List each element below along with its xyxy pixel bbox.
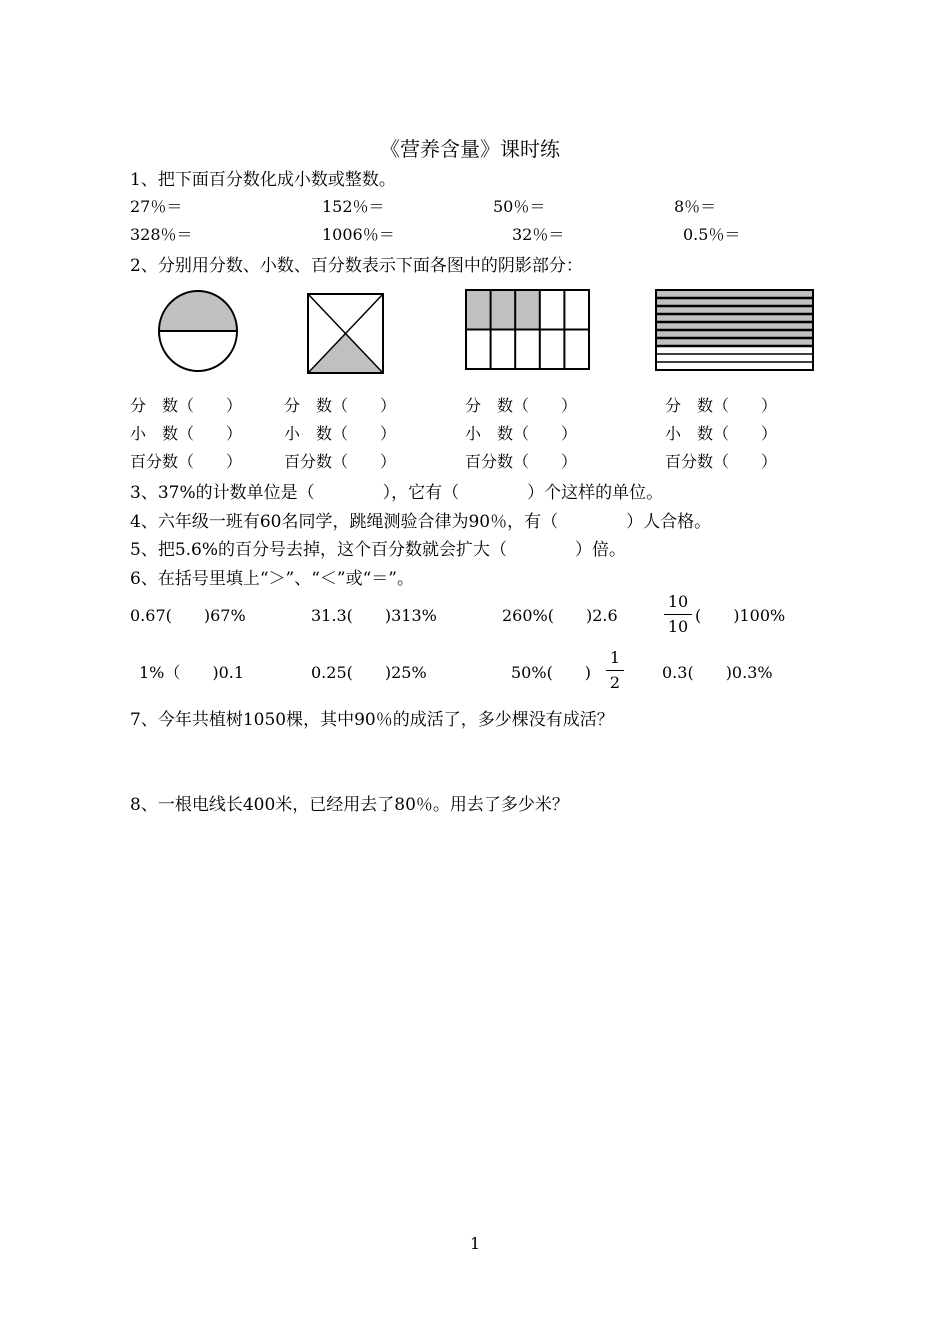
fraction-numerator: 1 xyxy=(609,648,621,667)
fraction-numerator: 10 xyxy=(667,592,689,611)
q6-item: 50%( ) xyxy=(511,663,592,682)
q6-fraction xyxy=(664,592,692,637)
q6-fraction xyxy=(606,648,624,693)
q2-label-percent: 百分数（ ） xyxy=(465,452,578,471)
q2-label-fraction: 分 数（ ） xyxy=(130,396,243,415)
q6-item: 0.25( )25% xyxy=(311,663,427,682)
q6-item: 260%( )2.6 xyxy=(502,606,618,625)
q3-text: 3、37%的计数单位是（ ），它有（ ）个这样的单位。 xyxy=(130,483,664,503)
q1-item: 328％＝ xyxy=(130,225,193,244)
q2-label-decimal: 小 数（ ） xyxy=(665,424,778,443)
q1-item: 152％＝ xyxy=(322,197,385,216)
page-number: 1 xyxy=(470,1234,481,1253)
q1-item: 50％＝ xyxy=(493,197,546,216)
q7-text: 7、今年共植树1050棵，其中90％的成活了，多少棵没有成活？ xyxy=(130,710,614,730)
q2-label-fraction: 分 数（ ） xyxy=(665,396,778,415)
q6-prompt: 6、在括号里填上“＞”、“＜”或“＝”。 xyxy=(130,569,414,589)
q2-label-fraction: 分 数（ ） xyxy=(284,396,397,415)
q1-item: 8％＝ xyxy=(674,197,717,216)
striped-rectangle-icon xyxy=(655,289,815,371)
q1-item: 32％＝ xyxy=(512,225,565,244)
shaded-grid-icon xyxy=(465,289,590,371)
q2-label-decimal: 小 数（ ） xyxy=(130,424,243,443)
shaded-semicircle-icon xyxy=(157,289,239,373)
q1-prompt: 1、把下面百分数化成小数或整数。 xyxy=(130,170,396,190)
fraction-denominator: 2 xyxy=(609,673,621,692)
shaded-square-triangle-icon xyxy=(307,293,384,374)
q2-label-percent: 百分数（ ） xyxy=(130,452,243,471)
q6-item: 0.3( )0.3% xyxy=(662,663,773,682)
q8-text: 8、一根电线长400米，已经用去了80％。用去了多少米？ xyxy=(130,795,569,815)
q2-label-fraction: 分 数（ ） xyxy=(465,396,578,415)
q6-item: ( )100% xyxy=(695,606,786,625)
page-title: 《营养含量》课时练 xyxy=(380,137,560,161)
q2-label-decimal: 小 数（ ） xyxy=(284,424,397,443)
q1-item: 1006％＝ xyxy=(322,225,395,244)
q1-item: 0.5％＝ xyxy=(683,225,741,244)
fraction-denominator: 10 xyxy=(667,617,689,636)
q6-item: 31.3( )313% xyxy=(311,606,437,625)
q5-text: 5、把5.6%的百分号去掉，这个百分数就会扩大（ ）倍。 xyxy=(130,540,627,560)
q2-label-decimal: 小 数（ ） xyxy=(465,424,578,443)
q6-item: 1%（ )0.1 xyxy=(139,663,245,682)
q1-item: 27％＝ xyxy=(130,197,183,216)
q4-text: 4、六年级一班有60名同学，跳绳测验合律为90％，有（ ）人合格。 xyxy=(130,512,712,532)
q2-prompt: 2、分别用分数、小数、百分数表示下面各图中的阴影部分： xyxy=(130,256,583,276)
q2-label-percent: 百分数（ ） xyxy=(665,452,778,471)
q6-item: 0.67( )67% xyxy=(130,606,246,625)
q2-label-percent: 百分数（ ） xyxy=(284,452,397,471)
